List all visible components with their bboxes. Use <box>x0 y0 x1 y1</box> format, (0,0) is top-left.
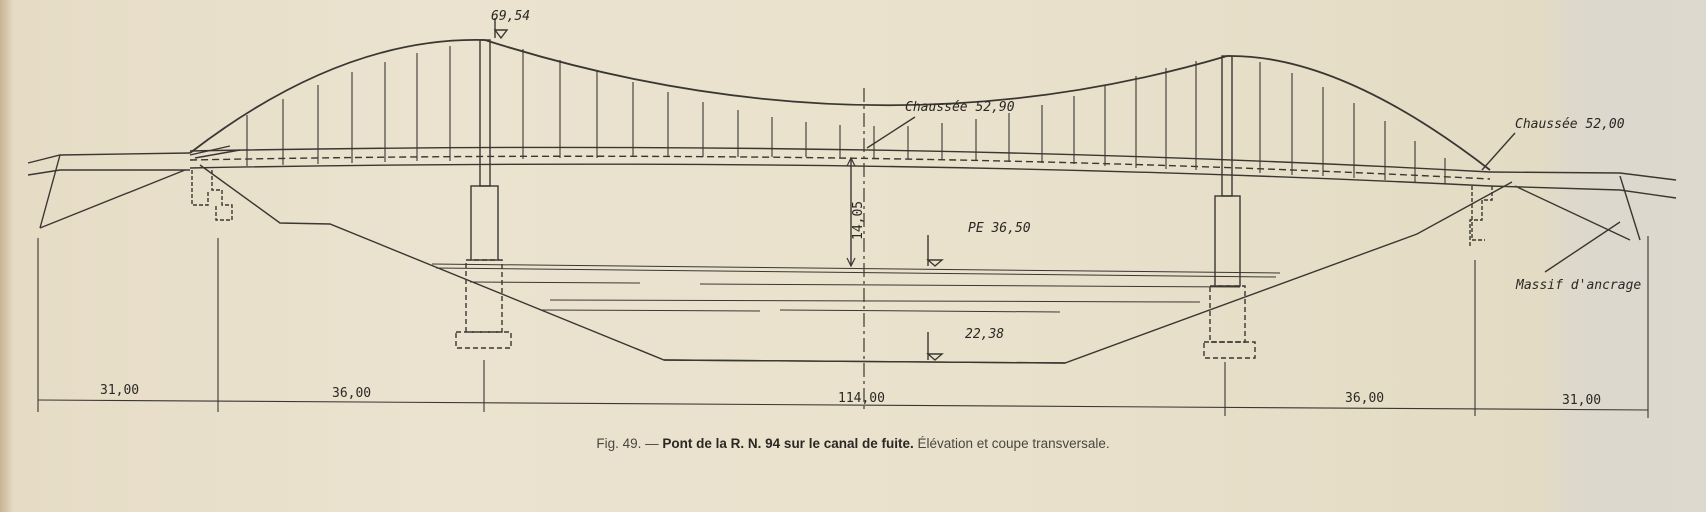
figure-title: Pont de la R. N. 94 sur le canal de fuite. <box>662 436 914 451</box>
terrain-profile <box>200 165 1512 363</box>
span-dimension-3: 114,00 <box>838 391 885 406</box>
channel-bottom <box>664 360 1065 363</box>
level-marker-bottom <box>928 332 942 360</box>
right-pylon <box>1204 56 1255 358</box>
span-dimension-5: 31,00 <box>1562 393 1602 408</box>
span-dimension-2: 36,00 <box>332 386 372 401</box>
channel-bottom-elevation: 22,38 <box>965 327 1005 342</box>
anchorage-label: Massif d'ancrage <box>1516 278 1642 293</box>
left-abutment <box>192 170 232 220</box>
roadway-end-label: Chaussée 52,00 <box>1515 117 1625 132</box>
water-lines <box>432 264 1280 312</box>
pylon-top-elevation: 69,54 <box>491 9 531 24</box>
right-approach-road <box>1490 172 1676 240</box>
left-approach-road <box>28 153 190 228</box>
left-pylon <box>456 40 511 348</box>
figure-number: Fig. 49. — <box>596 436 659 451</box>
hangers <box>247 46 1445 184</box>
clearance-dimension: 14,05 <box>851 200 866 240</box>
span-dimension-1: 31,00 <box>100 383 140 398</box>
span-dimension-4: 36,00 <box>1345 391 1385 406</box>
anchorage-leader <box>1545 222 1620 272</box>
roadway-center-label: Chaussée 52,90 <box>905 100 1015 115</box>
water-level-label: PE 36,50 <box>968 221 1031 236</box>
figure-subtitle: Élévation et coupe transversale. <box>917 436 1110 451</box>
figure-caption <box>0 436 1706 451</box>
chaussee-end-leader <box>1482 133 1515 170</box>
deck-bottom <box>190 164 1490 186</box>
level-marker-pe <box>928 235 942 266</box>
